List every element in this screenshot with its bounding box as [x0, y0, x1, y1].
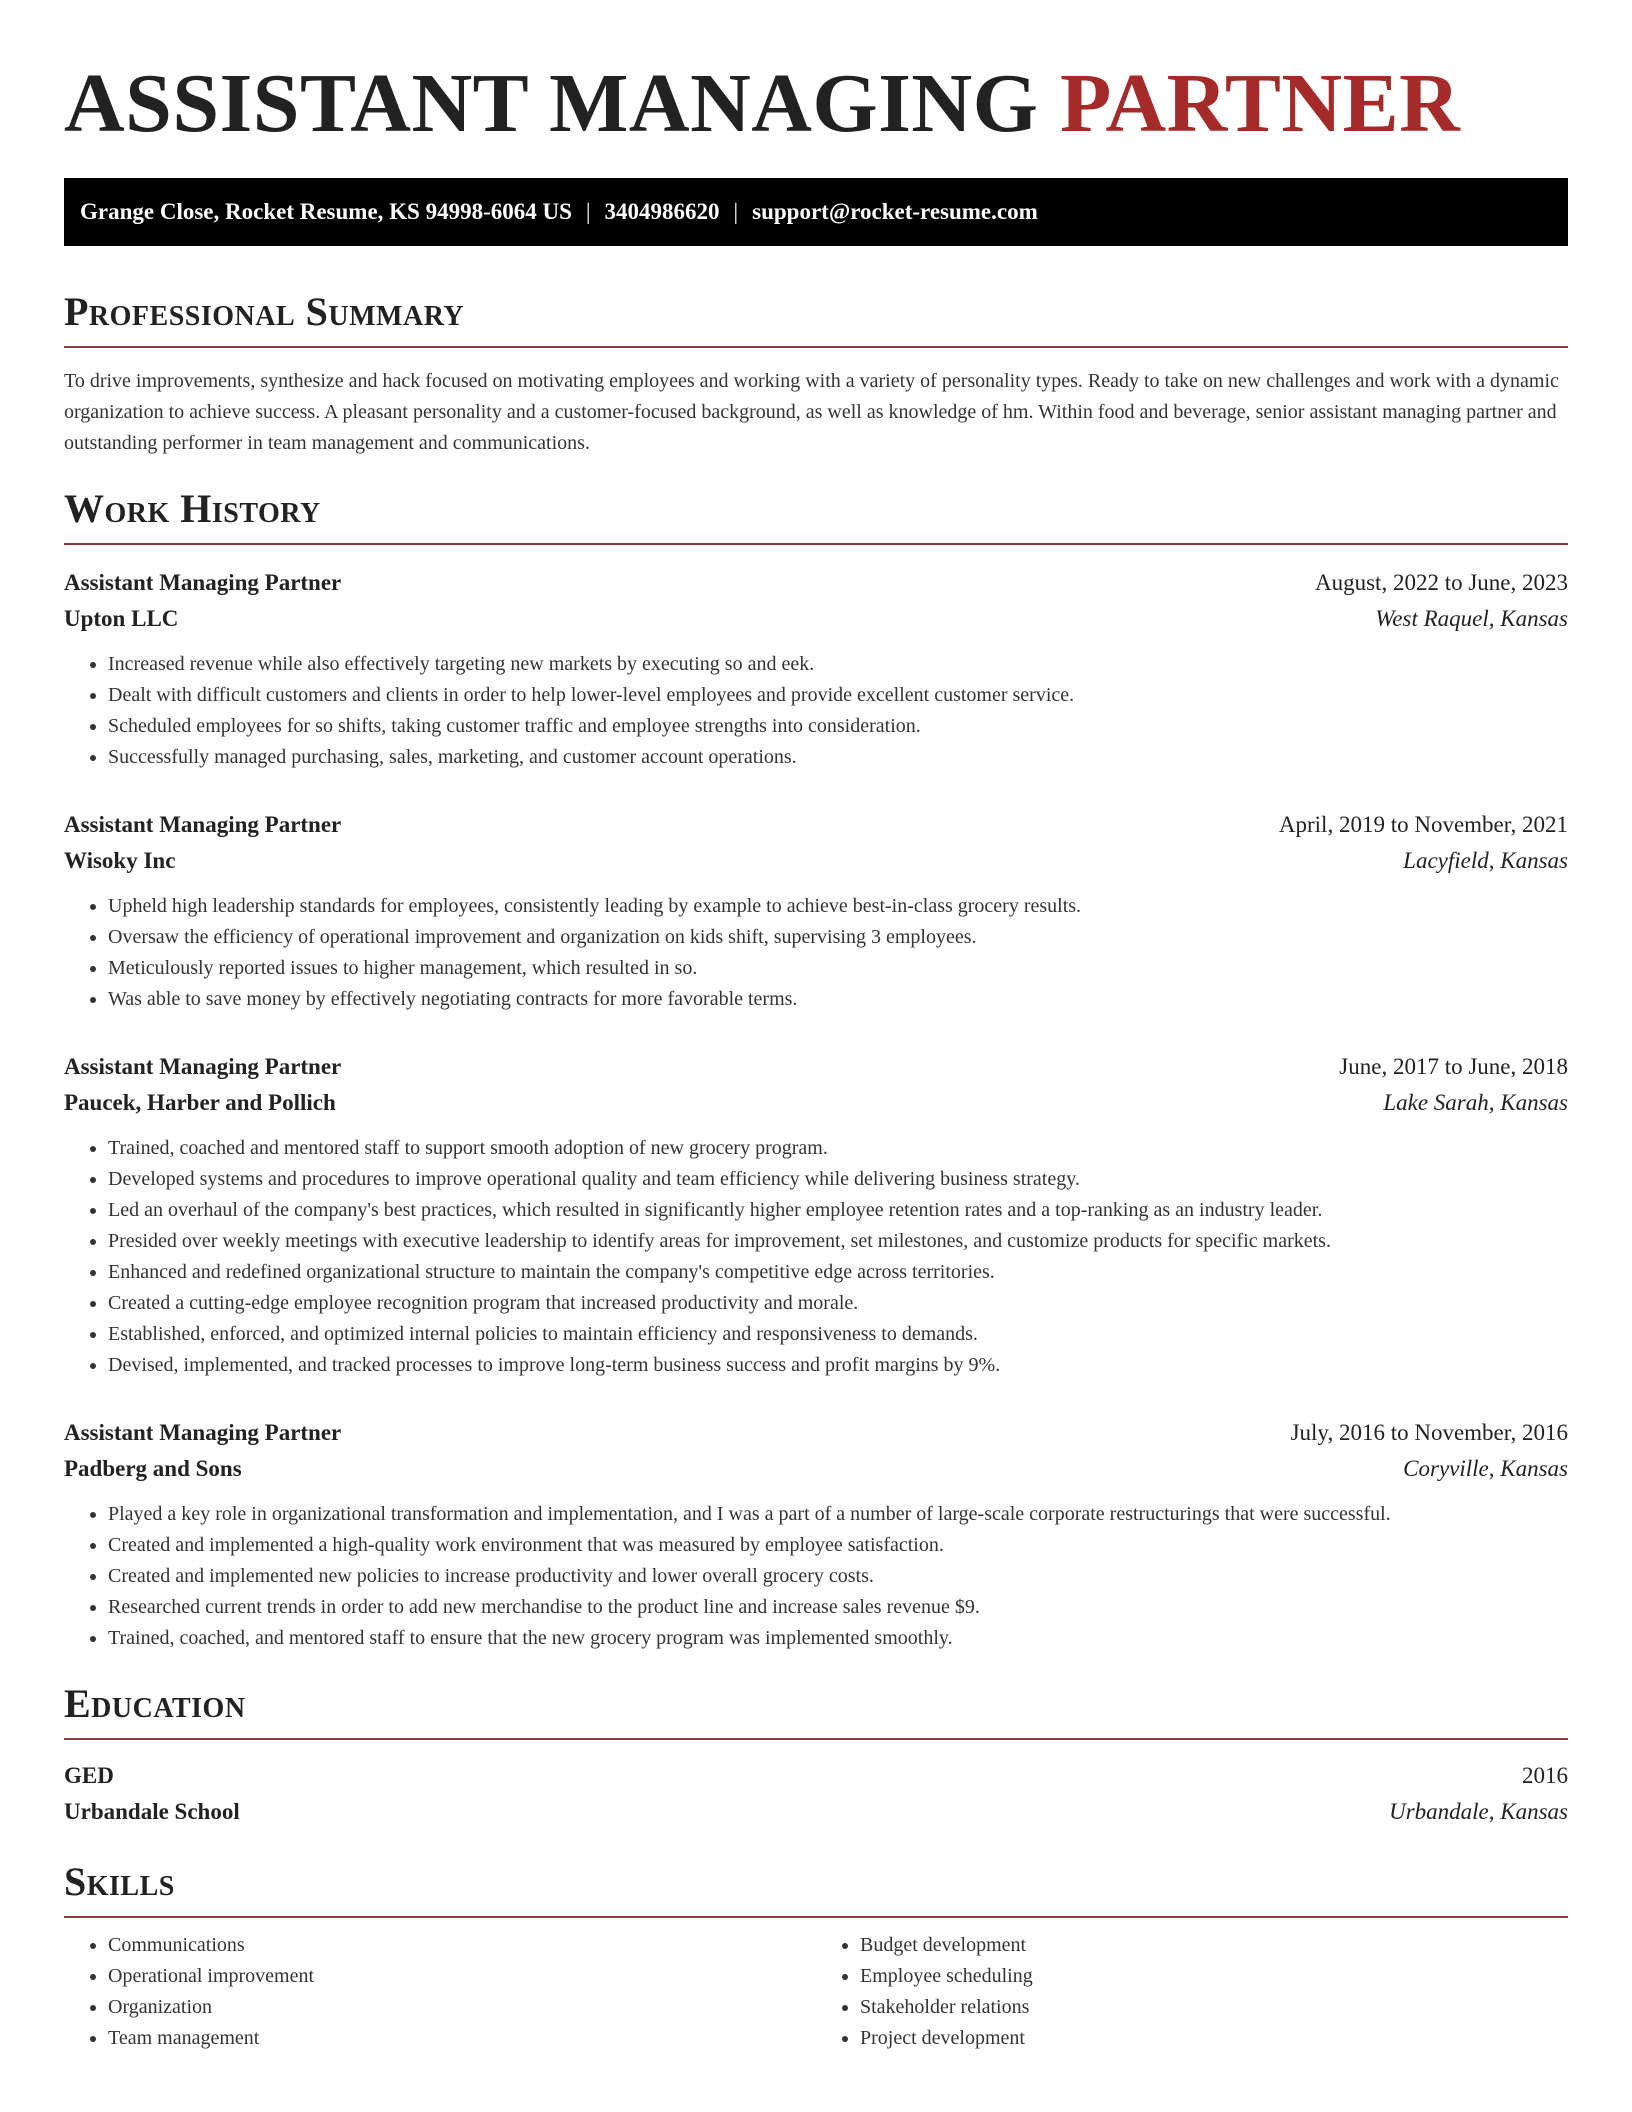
- job-bullet: • Dealt with difficult customers and clients in order to help lower-level employees and provide excellent customer service.: [108, 680, 1568, 711]
- job-bullet: • Enhanced and redefined organizational structure to maintain the company's competitive edge across territories.: [108, 1257, 1568, 1288]
- job-title: Assistant Managing Partner: [64, 1420, 342, 1445]
- skills-column-left: [64, 1930, 816, 2054]
- job-header-row: [64, 565, 1568, 601]
- skill-item: • Team management: [108, 2023, 816, 2054]
- education-school: Urbandale School: [64, 1799, 240, 1824]
- job-company: Wisoky Inc: [64, 848, 176, 873]
- work-history-heading: Work History: [64, 486, 321, 531]
- contact-separator: |: [733, 199, 739, 224]
- contact-separator: |: [585, 199, 591, 224]
- skills-grid: [64, 1930, 1568, 2054]
- skills-section: [64, 1858, 1568, 2054]
- job-bullet: • Led an overhaul of the company's best practices, which resulted in significantly higher employee retention rates and a top-ranking as an industry leader.: [108, 1195, 1568, 1226]
- job-location: Lacyfield, Kansas: [1403, 848, 1568, 873]
- skill-item: • Budget development: [860, 1930, 1568, 1961]
- job-location: Lake Sarah, Kansas: [1383, 1090, 1568, 1115]
- job-dates: July, 2016 to November, 2016: [1290, 1420, 1568, 1445]
- job-company: Paucek, Harber and Pollich: [64, 1090, 336, 1115]
- job-bullet-list: [64, 1133, 1568, 1381]
- contact-phone[interactable]: 3404986620: [604, 199, 720, 224]
- job-company: Upton LLC: [64, 606, 179, 631]
- job-bullet-list: [64, 891, 1568, 1015]
- job-dates: April, 2019 to November, 2021: [1278, 812, 1568, 837]
- job-bullet: • Meticulously reported issues to higher management, which resulted in so.: [108, 953, 1568, 984]
- job-header-row: [64, 807, 1568, 843]
- job-bullet: • Trained, coached and mentored staff to support smooth adoption of new grocery program.: [108, 1133, 1568, 1164]
- job-dates: June, 2017 to June, 2018: [1339, 1054, 1568, 1079]
- job-bullet: • Established, enforced, and optimized internal policies to maintain efficiency and responsiveness to demands.: [108, 1319, 1568, 1350]
- job-entry: [64, 1415, 1568, 1654]
- job-entry: [64, 565, 1568, 773]
- job-title: Assistant Managing Partner: [64, 812, 342, 837]
- skill-item: • Employee scheduling: [860, 1961, 1568, 1992]
- education-row: [64, 1758, 1568, 1794]
- job-bullet: • Created and implemented new policies to increase productivity and lower overall grocery costs.: [108, 1561, 1568, 1592]
- job-entry: [64, 1049, 1568, 1381]
- job-company: Padberg and Sons: [64, 1456, 242, 1481]
- job-bullet: • Researched current trends in order to add new merchandise to the product line and increase sales revenue $9.: [108, 1592, 1568, 1623]
- section-divider: [64, 346, 1568, 348]
- education-degree: GED: [64, 1763, 114, 1788]
- job-bullet: • Scheduled employees for so shifts, taking customer traffic and employee strengths into consideration.: [108, 711, 1568, 742]
- skills-column-right: [816, 1930, 1568, 2054]
- job-bullet: • Created and implemented a high-quality work environment that was measured by employee satisfaction.: [108, 1530, 1568, 1561]
- job-bullet: • Increased revenue while also effectively targeting new markets by executing so and eek.: [108, 649, 1568, 680]
- education-entry: [64, 1758, 1568, 1830]
- job-bullet-list: [64, 1499, 1568, 1654]
- job-bullet: • Oversaw the efficiency of operational improvement and organization on kids shift, supervising 3 employees.: [108, 922, 1568, 953]
- title-accent: PARTNER: [1059, 57, 1461, 150]
- skill-item: • Communications: [108, 1930, 816, 1961]
- job-list: [64, 565, 1568, 1654]
- education-heading: Education: [64, 1681, 246, 1726]
- contact-bar: [64, 178, 1568, 246]
- section-divider: [64, 1738, 1568, 1740]
- job-bullet: • Created a cutting-edge employee recognition program that increased productivity and morale.: [108, 1288, 1568, 1319]
- education-row: [64, 1794, 1568, 1830]
- contact-address: Grange Close, Rocket Resume, KS 94998-6064 US: [80, 199, 572, 224]
- job-bullet: • Presided over weekly meetings with executive leadership to identify areas for improvement, set milestones, and customize products for specific markets.: [108, 1226, 1568, 1257]
- summary-section: [64, 288, 1568, 459]
- job-dates: August, 2022 to June, 2023: [1315, 570, 1568, 595]
- skill-item: • Operational improvement: [108, 1961, 816, 1992]
- job-company-row: [64, 1085, 1568, 1121]
- job-bullet: • Played a key role in organizational transformation and implementation, and I was a part of a number of large-scale corporate restructurings that were successful.: [108, 1499, 1568, 1530]
- summary-text: To drive improvements, synthesize and hack focused on motivating employees and working with a variety of personality types. Ready to take on new challenges and work with a dynamic organization to achieve success. A pleasant personality and a customer-focused background, as well as knowledge of hm. Within food and beverage, senior assistant managing partner and outstanding performer in team management and communications.: [64, 370, 1559, 454]
- job-bullet: • Upheld high leadership standards for employees, consistently leading by example to achieve best-in-class grocery results.: [108, 891, 1568, 922]
- job-bullet-list: [64, 649, 1568, 773]
- job-company-row: [64, 601, 1568, 637]
- job-location: West Raquel, Kansas: [1375, 606, 1568, 631]
- job-title: Assistant Managing Partner: [64, 1054, 342, 1079]
- section-divider: [64, 543, 1568, 545]
- skills-heading: Skills: [64, 1859, 175, 1904]
- job-bullet: • Successfully managed purchasing, sales, marketing, and customer account operations.: [108, 742, 1568, 773]
- job-header-row: [64, 1415, 1568, 1451]
- job-entry: [64, 807, 1568, 1015]
- education-location: Urbandale, Kansas: [1389, 1799, 1568, 1824]
- contact-email[interactable]: support@rocket-resume.com: [752, 199, 1038, 224]
- job-company-row: [64, 843, 1568, 879]
- skill-item: • Project development: [860, 2023, 1568, 2054]
- job-bullet: • Devised, implemented, and tracked processes to improve long-term business success and profit margins by 9%.: [108, 1350, 1568, 1381]
- skill-item: • Organization: [108, 1992, 816, 2023]
- education-year: 2016: [1522, 1763, 1568, 1788]
- job-location: Coryville, Kansas: [1403, 1456, 1568, 1481]
- resume-title: [64, 54, 1568, 154]
- job-bullet: • Trained, coached, and mentored staff to ensure that the new grocery program was implemented smoothly.: [108, 1623, 1568, 1654]
- summary-heading: Professional Summary: [64, 289, 465, 334]
- job-header-row: [64, 1049, 1568, 1085]
- work-history-section: [64, 485, 1568, 1654]
- title-main: ASSISTANT MANAGING: [64, 57, 1039, 150]
- job-title: Assistant Managing Partner: [64, 570, 342, 595]
- job-bullet: • Developed systems and procedures to improve operational quality and team efficiency while delivering business strategy.: [108, 1164, 1568, 1195]
- section-divider: [64, 1916, 1568, 1918]
- job-company-row: [64, 1451, 1568, 1487]
- job-bullet: • Was able to save money by effectively negotiating contracts for more favorable terms.: [108, 984, 1568, 1015]
- education-section: [64, 1680, 1568, 1830]
- skill-item: • Stakeholder relations: [860, 1992, 1568, 2023]
